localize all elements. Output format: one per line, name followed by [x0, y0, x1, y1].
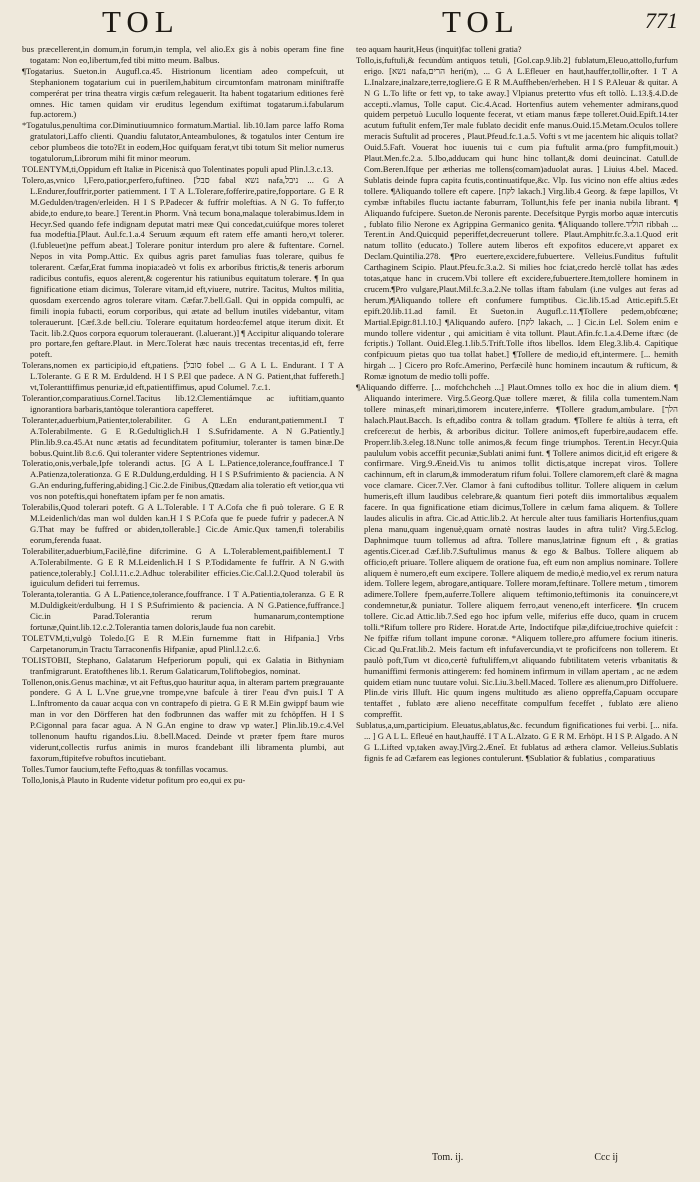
text-columns [22, 44, 678, 1148]
dictionary-entry: ¶Togatarius. Sueton.in Augufl.ca.45. Histrionum licentiam adeo compefcuit, ut Stephanionem togatarium cui in puerilem,habitum circumtonfam matronam miniftraffe comperérat per trina theatra virgis cæfum relegauerit. Ita habent togatarium editiones ferè omnes. Hic tamen quidam vir eruditus legendum exiftimat togatarum.i.fabularum fup.actorem.) [22, 65, 344, 120]
dictionary-entry: Tolerabilis,Quod tolerari poteft. G A L.Tolerable. I T A.Cofa che fi può tolerare. G E R M.Leidenlich/das man wol dulden kan.H I S P.Cofa que fe puede fufrir y padecer.A N G.That may be fuffred or abiden,tollerable.] Cic.de Amic.Qux tamen,fi tolerabilis eorum,ferenda fuaat. [22, 502, 344, 545]
dictionary-entry: ¶Aliquando differre. [... mofchchcheh ...] Plaut.Omnes tollo ex hoc die in alium diem. ¶ Aliquando interimere. Virg.5.Georg.Quæ tollere mæret, & filila colla tumentem.Nam tollere minas,eft minari,timorem incutere,inferre. ¶Tollere gradum,ambulare. [הלך halach.Plaut.Bacch. Is eft,adibo contra & tollam gradum. ¶Tollere fe altiùs à terra, eft crefcere:ut de herbis, & arboribus dicitur. Tollere animos,eft fuperbire,audacem effe. Properr.lib.3.eleg.18.Nunc tolle animos,& fecum finge triumphos. Terent.in Hecyr.Quia paululum vobis acceffit pecuniæ,Sublati animi funt. ¶ Tollere animos dicit,id eft erigere & confirmare. Virg.9.Æneid.Vis tu animos tollit dictis,atque increpat viros. Tollere cachinnum, eft in clarum,& immoderatum rifum folui. Tollere clamorem,eft clarè & magna voce clamare. Cicer.7.Ver. Clamor à fani cuftodibus tollitur. Tollere aliquem in cælum humeris,eft illum laudibus celebrare,& quantum fieri poteft diis immortalibus æqualem facere. In qua fignificatione etiam dicimus,Tollere in cælum fama aliquem. & Tollere laudes aliculis in aftra. Cic.ad Attic.lib.2. At hercule alter tuus familiaris Hortenfius,quam plena manu,quam ingenuè,quam ornatè nostras laudes in aftra tulit? Virg.5.Eclog. Daphnimque tuum tollemus ad aftra. Tollere manus,latrinæ fignum eft , & gratias agentis.Cicer.ad Cæf.lib.7.Suftulimus manus & ego & Balbus. Tollere aliquem ab officio,eft priuare. Tollere aliquem de oratione fua, eft eum non amplius nominare. Tollere aliquem è numero,eft eum excipere. Tollere aliquem de medio,è medio,vel ex rerum natura idem. Tollere legem, abrogare,antiquare. Tollere moram,feftinare. Tollere metum , timorem adimere.Tollere fpem,auferre.Tollere aliquem teftimonio,teftimonis ita conuincere,vt condemnetur,& puniatur. Tollere aliquem ferro,aut veneno,eft interficere. ¶In crucem tollere. Cic.ad Attic.lib.7.Sed ego hoc ipfum velle, miferius effe duco, quam in crucem tolli.*Rifum tollere pro Ridere. Horat.de Arte, Indoctifque pilæ,difciue,trochive quiefcit : Ne fpiffæ rifum tollant impune coronæ. *Aliquem tollere,pro affumere focium itineris. Cic.ad Qu.Frat.lib.2. Meis factum eft infufavercundia,vt te proficifcens non tollerem. Et paulò poft,Tum vt dico,certè fuftuliffem,vt aliquando fubtilitatem veteris vrbanitatis & humaniffimi fermonis attingerem: fed hominem infirmum in villam apertam , ac ne ædem quidem etiam nunc tuutare volui. Sic.Liu.3.bell.Maced. Tollere æs alienum,pro Diffoluere. Plin.de viris Illuft. Hic quum ingens multitudo æs alieno oppreffa,Capuam occupare tentaffet , fublato ære alieno neceffitate compulfum feceffet , fublato ære alieno compreffit. [356, 382, 678, 720]
running-header [22, 4, 678, 44]
right-column [356, 44, 678, 1148]
dictionary-entry: Toleranta,tolerantia. G A L.Patience,tolerance,fouffrance. I T A.Patientia,toleranza. G E R M.Duldigkeit/erdulbung. H I S P.Sufrimiento & paciencia. A N G.Patience,fuffrance.] Cic.in Parad.Tolerantia rerum humanarum,contemptione fortunæ,Quint.lib.12.c.2.Tolerantia tamen doloris,laude fua non carebit. [22, 589, 344, 633]
dictionary-entry: Tollenon,onis.Genus machinæ, vt ait Feftus,quo hauritur aqua, in alteram partem prægrauante pondere. G A L L.Vne grue,vne trompe,vne bafcule à tirer l'eau d'vn puis.I T A L.Inftromento da cauar acqua con vn contrapefo di pietra. G E R M.Ein gwippf baum wie man in vor den Dörfferen hat den fodbrunnen das waffer mit zu fchöpffen. H I S P.Cigonnal para facar agua. A N G.An engine to draw vp water.] Plin.lib.19.c.4.Vel tollenonum hauftu rigandos.Liu. 8.bell.Maced. Deinde vt præter fpem ftare muros viderunt,collectis rurfus animis in muros fcandebant illi libramenta plumbi, aut faxorum,ftipitefve robuftos incutiebant. [22, 676, 344, 763]
dictionary-entry: TOLETVM,ti,vulgò Toledo.[G E R M.Ein furnemme ftatt in Hifpania.] Vrbs Carpetanorum,in Tractu Tarraconenfis Hifpaniæ, apud Plinl.l.2.c.6. [22, 632, 344, 654]
dictionary-entry: Tollo,lonis,à Plauto in Rudente videtur pofitum pro eo,qui ex pu- [22, 774, 246, 785]
dictionary-entry: Tolerans,nomen ex participio,id eft,patiens. [סובל fobel ... G A L L. Endurant. I T A L.Tolerante. G E R M. Erduldend. H I S P.El que padece. A N G. Patient,that fuffereth.] vt,Toleranttiffimus penuriæ,id eft,patientiffimus, apud Columel. 7.c.1. [22, 360, 344, 393]
dictionary-entry: TOLISTOBII, Stephano, Galatarum Hefperiorum populi, qui ex Galatia in Bithyniam tranfmigrarunt. Eratofthenes lib.1. Rerum Galaticarum,Toliftobegios, nominat. [22, 654, 344, 676]
dictionary-entry: Tolerantior,comparatiuus.Cornel.Tacitus lib.12.Clementiámque ac iuftitiam,quanto ignorantiora barbaris,tantòque tolerantiora capefferet. [22, 393, 344, 414]
dictionary-entry: Toleratio,onis,verbale,Ipfe tolerandi actus. [G A L L.Patience,tolerance,fouffrance.I T A.Patienza,tolerationza. G E R.Duldung,erdulding. H I S P.Sufrimiento & paciencia. A N G.An enduring,fuffering,abiding.] Cic.2.de Finibus,Qu̅ædam alia toleratio eft vetior,qua vti vos non poteftis,qui honeftatem ipfam per fe non amatis. [22, 458, 344, 502]
dictionary-entry: bus præcellerent,in domum,in forum,in templa, vel alio.Ex gis à nobis operam fine fine togatam: Non eo,libertum,fed tibi mitto meum. Balbus. [22, 44, 344, 65]
right-running-head: TOL [442, 4, 520, 39]
dictionary-entry: Tolerabiliter,aduerbium,Facilè,fine difcrimine. G A L.Tolerablement,paifiblement.I T A.Tolerabilmente. G E R M.Leidenlich.H I S P.Todidamente fe fuffrir. A N G.with patience,tolerably.] Col.l.11.c.2.Adhuc tolerabiliter efficies.Cic.Cal.l.2.Quod tolerabil ùs iguiculum defideri tui ferremus. [22, 545, 344, 589]
page-number: 771 [645, 8, 678, 33]
dictionary-entry: Tolles.Tumor faucium,tefte Fefto,quas & tonfillas vocamus. [22, 763, 229, 774]
dictionary-entry: Sublatus,a,um,participium. Eleuatus,ablatus,&c. fecundum fignificationes fui verbi. [... nifa. ... ] G A L L. Efleué en haut,hauffé. I T A L.Alzato. G E R M. Erhöpt. H I S P. Algado. A N G L.Lifted vp,taken away.]Virg.2.Æneî. Et fublatus ad æthera clamor. Velleius.Sublatis fignis fe ad Cæfarem eas legiones contulerunt. ¶Sublatior & fublatius , comparatiuus [356, 720, 678, 763]
left-column [22, 44, 344, 1148]
signature-mark: Ccc ij [594, 1152, 618, 1163]
page-footer [22, 1150, 678, 1178]
dictionary-entry: Tolero,as,vnico l,Fero,patior,perfero,fuftineo. [סבל fabal נשא nafa,ניבל ... G A L.Endurer,fouffrir,porter patiemment. I T A L.Tolerare,fofferire,patire,fopportare. G E R M.Gedulden/tragen/erleiden. H I S P.Padecer & fuffrir moleftias. A N G. To fuffer,to abide,to endure,to beare.] Terent.in Phorm. Vnà tecum bona,malaque tolerabimus.Idem in Hecyr.Sed quando fefe indignam deputat matri meæ Qui concedat,cuiúfque mores toleret fua modeftia.[Plaut. Aul.fc.1.a.4 Seruum æquum eft ratem effe amanti hero,vt tolerer.(l.fubleuet)ne peffum abeat.] Tolerare ponitur interdum pro alere & fuftentare. Cornel. Nepos in vita Pomp.Attic. Ex quibus agris paret famulias fuas tolerare, quibus fe tolerarent. Cæfar,Erat fumma inopia:adeò vt folis ex arboribus ftrictis,& teneris arborum radicibus contufis, equos alerent,& cogerentur his ratiunibus equitatum tolerare. ¶ In qua fignificatione etiam dicimus, Tolerare vitam,id eft,viuere, nutrire. Tacitus, Multos militia, quosdam exercendo agros tolerare vitam. Cæfar.7.bell.Gall. Qui in oppida compulfi, ac fimili inopia fubacti, eorum corporibus, qui ætate ad bellum inutiles videbantur, vitam tolerauerunt. [Cæf.3.de bell.ciu. Tolerare equitatum hordeo:femel atque iterum dixit. Et Tacit. lib.2.Quos corpora equorum tolerauerant. (l.aluerant.)] ¶ Accipitur aliquando tolerare pro portare,fen geftare.Plaut. in Merc.Tolerat hæc nauis trecentas trecentas,id eft, ferre poteft. [22, 174, 344, 360]
left-running-head: TOL [102, 4, 180, 39]
volume-label: Tom. ij. [432, 1152, 464, 1163]
dictionary-entry: TOLENTYM,ti,Oppidum eft Italiæ in Picenis:à quo Tolentinates populi apud Plin.l.3.c.13. [22, 163, 334, 174]
dictionary-entry: Tollo,is,fuftuli,& fecundùm antiquos tetuli, [Gol.cap.9.lib.2] fublatum,Eleuo,attollo,furfum erigo. [נשא nafa,הרים heri(m), ... G A L.Efleuer en haut,hauffer,tollir,ofter. I T A L.Inalzare,inalzare,terre,togliere.G E R M.Auffheben/erheben. H I S P.Aleuar & quitar. A N G L.To lifte or fett vp, to take away.] Vlpianus pretertto vfus eft tollò. L.13.§.4.D.de accepti..vlamus, Tolle caput. Cic.4.Acad. Hortenfius autem vehementer admirans,quod quidem perpetuò Lucullo loquente fecerat, vt etiam manus fæpe tolleret.Ouid.Epift.14.ter acutum fuftulit enfem,Ter male fublato decidit enfe manus.Ouid.15.Metam.Oculos tollere meracis Suftulit ad proceres , Plaut.Pfeud.fc.1.a.5. Vofti s vt me jacentem hic aliquis tollat? Ouid.5.Faft. Vouerat hoc iuuenis tui c cum pia fuftulit arma.(pro fumpfit,mouit.) Plaut.Men.fc.2.a. 5.Ibo,adducam qui hunc hinc tollant,& domi deuincinat. Catull.de Com.Beren.Ifque per ætherias me tollens(comam)aduolat auras. ] Liuius 4.bel. Maced. Sublatis deinde fupra capita fcutis,continuatifque,&c. Vlp. Ius vicino non effe altius ædes tollere. ¶Aliquando tollere eft capere. [לקח lakach.] Virg.lib.4 Georg. & fæpe lapillos, Vt cymbæ inftabiles fluctu iactante faburram, Tollunt,his fefe per inania nubila librant. ¶ Aliquando fufcipere. Sueton.de Neronis parente. Decefsitque Pyrgis morbo aquæ intercutis , fublato filio Nerone ex Agrippina Germanico genita. ¶Aliquando tollere.הוליד ribbah ... Terent.in And.Quicquid peperiffet,decreuerunt tollere. Plaut.Amphitr.fc.3.a.1.Quod erit natum tollito (educato.) Tollere autem liberos eft expofitos educere,vt apparet ex Declam.Quintilia.278. ¶Pro euertere,excidere,fubuertere. Velleius.Funditus fuftulit Carthaginem Scipio. Plaut.Pfeu.fc.3.a.2. Si milies hoc fciat,credo herclè tollat has ædes totas,atque hanc in crucem.Vbi tollere eft excidere,fubuertere.Item,tollere hominem in crucem.¶Pro vulgare,Plaut.Mil.fc.3.a.2.Ne tollas iftam fabulam (i.ne vulges aut feras ad herum.)¶Aliquando tollere eft confumere fumptibus. Cic.lib.15.ad Attic.epift.5.Et epift.20.lib.11.ad famil. Et Sueton.in Augufl.c.11.¶Tollere pedem,obfcœne; Martial.Epigr.81.l.10.] ¶Aliquando aufero. [לקח lakach, ... ] Cic.in Lel. Solem enim e mundo tollere videntur , qui amicitiam è vita tollunt. Plaut.Afin.fc.1.a.4.Deme iftæc (de fcriptis.) Tollant. Ouid.Eleg.1.lib.5.Trift.Tolle iftos libellos. Idem Eleg.3.lib.4. Capitìque confpicuum pietas quo tua tollat habet.] ¶Tollere de medio,id eft,intermere. [... hemith hirgah ... ] Cicero pro Rofc.Amerino, Perfæcilè hunc hominem incautum & rufticum, & Romæ ignotum de medio tolli poffe. [356, 54, 678, 382]
dictionary-entry: Toleranter,aduerbium,Patienter,tolerabiliter. G A L.En endurant,patiemment.I T A.Tolerabilmente. G E R.Gedultiglich.H I S.Sufridamente. A N G.Patiently.] Plin.lib.9.ca.45.At nunc ætatis ad fecunditatem pofitumiur, toleranter is tamen binæ.De bobus.Quint.lib 8.c.6. Qui toleranter videre Septentriones videmur. [22, 414, 344, 458]
dictionary-entry: *Togatulus,penultima cor.Diminutiuumnico formatum.Martial. lib.10.Iam parce laffo Roma gratulatori,Laffo clienti. Quandiu falutator,Anteambulones, & togatulos inter Centum ire cebor plumbeos die toto?Et in eodem,Hoc quifquam ferat,vt tibi totum Sit melior numerus togatulorum,Librorum mihi fit minor meorum. [22, 120, 344, 164]
dictionary-entry: teo aquam haurit,Heus (inquit)fac tolleni gratia? [356, 44, 522, 54]
